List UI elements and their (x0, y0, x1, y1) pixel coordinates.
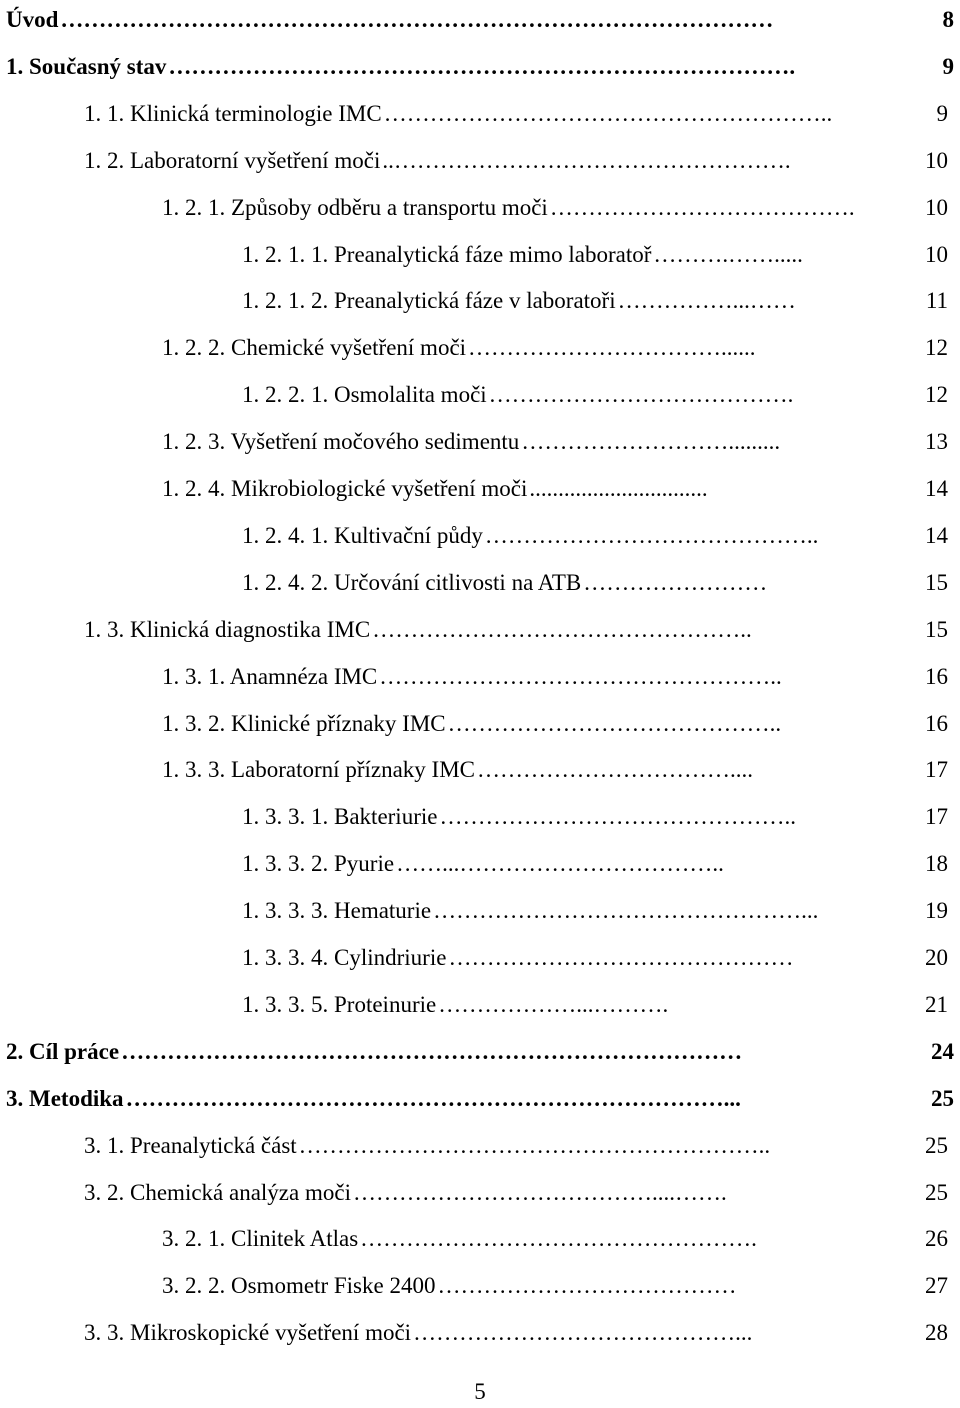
toc-leader-dots: ……….……..... (653, 241, 803, 267)
toc-entry (242, 567, 948, 599)
toc-leader-dots: …………………………….... (476, 757, 753, 783)
toc-entry-title: 1. 2. Laboratorní vyšetření moči (84, 147, 381, 173)
toc-leader-dots: ……………………………………….. (439, 804, 796, 830)
toc-entry-title: 3. 2. 1. Clinitek Atlas (162, 1226, 359, 1252)
toc-entry-page: 17 (925, 757, 948, 783)
toc-leader-dots: …………………………………. (549, 194, 855, 220)
toc-entry (242, 239, 948, 271)
toc-entry (162, 661, 948, 693)
toc-entry-title: 1. 3. 2. Klinické příznaky IMC (162, 710, 446, 736)
toc-leader-dots: ……………………………………………………………………... (125, 1085, 741, 1111)
toc-entry-title: 1. 3. 3. Laboratorní příznaky IMC (162, 757, 475, 783)
toc-entry (6, 1036, 954, 1068)
toc-entry-title: 1. 2. 3. Vyšetření močového sedimentu (162, 429, 520, 455)
toc-entry-page: 14 (925, 522, 948, 548)
toc-entry-title: Úvod (6, 7, 59, 32)
toc-leader-dots: ………………...………. (438, 991, 669, 1017)
toc-entry-title: 1. 2. 1. Způsoby odběru a transportu moči (162, 194, 548, 220)
toc-entry (162, 1223, 948, 1255)
toc-entry-title: 1. 2. 4. Mikrobiologické vyšetření moči (162, 476, 528, 501)
toc-entry (162, 192, 948, 224)
toc-entry-title: 1. 2. 1. 1. Preanalytická fáze mimo laboratoř (242, 241, 652, 267)
toc-entry-page: 26 (925, 1226, 948, 1252)
toc-entry-title: 1. 2. 4. 1. Kultivační půdy (242, 522, 483, 548)
toc-entry-title: 1. 2. 1. 2. Preanalytická fáze v laboratoři (242, 288, 616, 314)
toc-leader-dots: ............................... (529, 476, 708, 501)
toc-entry-title: 3. Metodika (6, 1085, 124, 1111)
toc-entry (242, 520, 948, 552)
toc-entry-title: 1. 3. 3. 1. Bakteriurie (242, 804, 438, 830)
toc-entry (162, 1270, 948, 1302)
toc-entry-title: 3. 2. 2. Osmometr Fiske 2400 (162, 1273, 436, 1299)
toc-entry-page: 15 (925, 616, 948, 642)
toc-entry (242, 285, 948, 317)
page-number: 5 (474, 1379, 486, 1404)
toc-leader-dots: …………………………………….. (484, 522, 819, 548)
toc-leader-dots: …………………………………………………….. (298, 1132, 771, 1158)
toc-entry-page: 10 (925, 241, 948, 267)
toc-entry-title: 3. 3. Mikroskopické vyšetření moči (84, 1320, 412, 1346)
toc-entry-page: 9 (942, 53, 954, 79)
toc-leader-dots: ………………………………………………………………………. (168, 53, 796, 79)
toc-leader-dots: ……………………………………… (448, 945, 794, 970)
toc-leader-dots: …………………………………….. (447, 710, 782, 736)
toc-entry-page: 13 (925, 429, 948, 455)
toc-entry-title: 1. 2. 2. Chemické vyšetření moči (162, 335, 467, 361)
toc-entry-title: 1. 2. 2. 1. Osmolalita moči (242, 382, 487, 408)
toc-entry (6, 1083, 954, 1115)
toc-leader-dots: ……………………………………………………………………… (121, 1038, 743, 1064)
toc-leader-dots: ……………………………...... (468, 335, 756, 361)
toc-entry (162, 473, 948, 505)
toc-entry-page: 18 (925, 851, 948, 877)
toc-entry-title: 1. 2. 4. 2. Určování citlivosti na ATB (242, 569, 582, 595)
toc-entry-title: 1. 3. 1. Anamnéza IMC (162, 663, 378, 689)
toc-entry (162, 426, 948, 458)
toc-entry (6, 51, 954, 83)
toc-leader-dots: ……………...…… (617, 288, 796, 314)
toc-leader-dots: ..……………………………………………. (382, 147, 791, 173)
toc-entry-page: 27 (925, 1273, 948, 1299)
toc-leader-dots: ……………………………………... (413, 1320, 753, 1346)
toc-entry-page: 8 (942, 7, 954, 32)
toc-entry (162, 754, 948, 786)
toc-entry-title: 3. 2. Chemická analýza moči (84, 1179, 351, 1205)
toc-entry-page: 21 (925, 991, 948, 1017)
toc-entry (162, 708, 948, 740)
toc-entry-page: 25 (925, 1132, 948, 1158)
toc-entry-page: 17 (925, 804, 948, 830)
toc-entry-page: 14 (925, 476, 948, 501)
toc-leader-dots: ………………………………… (437, 1273, 737, 1299)
toc-entry-page: 11 (925, 288, 948, 314)
toc-entry-page: 12 (925, 382, 948, 408)
toc-leader-dots: …………………… (583, 569, 768, 595)
toc-leader-dots: …………………………………………... (433, 898, 819, 924)
toc-entry-title: 1. 3. Klinická diagnostika IMC (84, 616, 371, 642)
toc-entry-page: 28 (925, 1320, 948, 1346)
toc-leader-dots: ………………………………………………….. (383, 100, 833, 126)
toc-entry (242, 848, 948, 880)
toc-entry-title: 1. 1. Klinická terminologie IMC (84, 100, 382, 126)
toc-entry-page: 10 (925, 147, 948, 173)
toc-entry (84, 1177, 948, 1209)
toc-entry-title: 3. 1. Preanalytická část (84, 1132, 297, 1158)
toc-entry (84, 145, 948, 177)
toc-entry (84, 1317, 948, 1349)
toc-entry (242, 989, 948, 1021)
toc-entry-page: 19 (925, 898, 948, 924)
toc-entry-page: 25 (931, 1085, 954, 1111)
toc-entry-page: 15 (925, 569, 948, 595)
toc-entry-title: 1. 3. 3. 5. Proteinurie (242, 991, 437, 1017)
toc-entry-page: 10 (925, 194, 948, 220)
toc-entry-page: 12 (925, 335, 948, 361)
toc-entry-page: 20 (925, 945, 948, 970)
toc-leader-dots: …………………………………....……. (352, 1179, 727, 1205)
toc-entry (242, 942, 948, 974)
toc-entry-page: 25 (925, 1179, 948, 1205)
toc-leader-dots: ………………………………………………………………………………… (60, 7, 774, 32)
toc-entry-page: 9 (936, 100, 948, 126)
toc-entry (162, 332, 948, 364)
toc-leader-dots: ………………………………………….. (372, 616, 752, 642)
toc-entry-title: 1. 3. 3. 4. Cylindriurie (242, 945, 447, 970)
toc-leader-dots: …………………………………………….. (379, 663, 782, 689)
toc-entry-page: 16 (925, 710, 948, 736)
toc-entry (84, 98, 948, 130)
toc-entry-title: 1. 3. 3. 2. Pyurie (242, 851, 395, 877)
toc-entry-title: 1. 3. 3. 3. Hematurie (242, 898, 432, 924)
toc-leader-dots: ……...…………………………….. (396, 851, 724, 877)
toc-entry (84, 614, 948, 646)
toc-leader-dots: …………………………………. (488, 382, 794, 408)
toc-leader-dots: ……………………………………………. (360, 1226, 757, 1252)
toc-leader-dots: ………………………......... (521, 429, 781, 455)
toc-entry (242, 895, 948, 927)
toc-entry (242, 379, 948, 411)
toc-entry (84, 1130, 948, 1162)
toc-entry-title: 1. Současný stav (6, 53, 167, 79)
toc-entry (6, 4, 954, 36)
toc-entry-page: 16 (925, 663, 948, 689)
toc-entry-title: 2. Cíl práce (6, 1038, 120, 1064)
toc-entry (242, 801, 948, 833)
toc-entry-page: 24 (931, 1038, 954, 1064)
